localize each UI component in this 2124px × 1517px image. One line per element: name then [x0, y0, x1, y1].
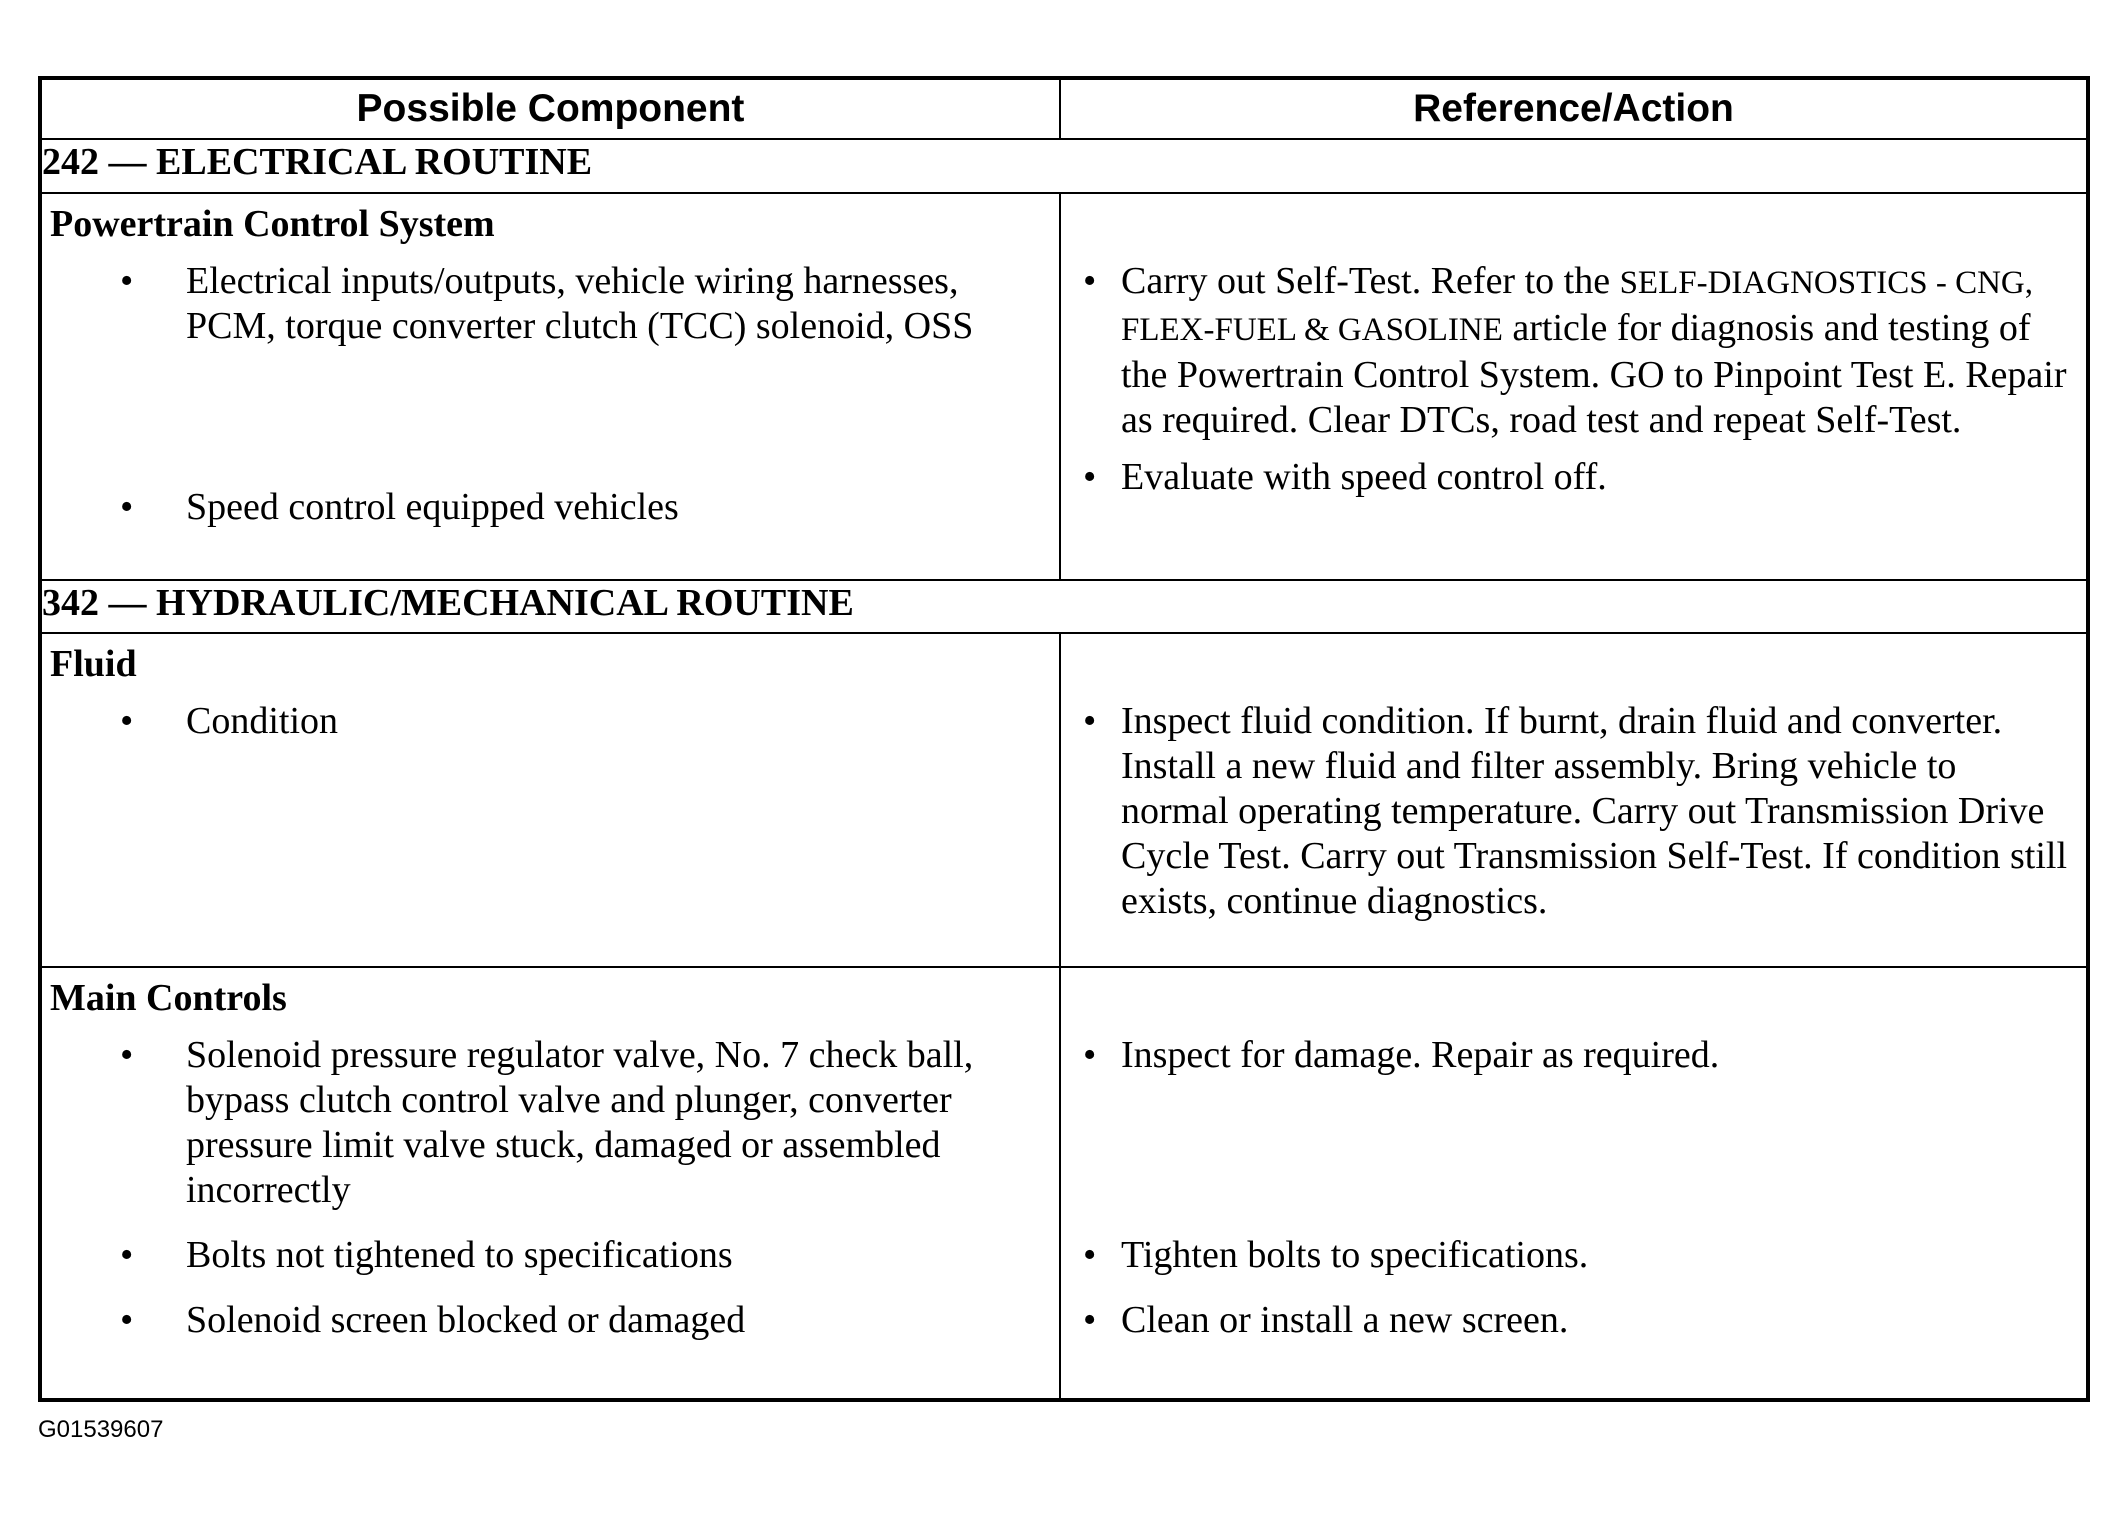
- action-cell: [1060, 967, 2088, 1400]
- section-title: 342 — HYDRAULIC/MECHANICAL ROUTINE: [40, 580, 2088, 634]
- header-reference-action: Reference/Action: [1060, 78, 2088, 139]
- action-text: article for diagnosis and testing of the Powertrain Control System. GO to Pinpoint Test E. Repair as required. Clear DTCs, road test and repeat Self-Test.: [1120, 306, 2067, 441]
- list-item: [42, 1233, 1059, 1278]
- action-text: Clean or install a new screen.: [1120, 1299, 1569, 1342]
- component-text: Speed control equipped vehicles: [186, 485, 679, 528]
- bullet-icon: •: [1082, 455, 1097, 498]
- diagnostic-table: [38, 76, 2090, 1402]
- action-text: Evaluate with speed control off.: [1120, 455, 1607, 498]
- list-item: [1061, 259, 2086, 443]
- bullet-icon: •: [120, 700, 134, 743]
- list-item: [1061, 699, 2086, 924]
- bullet-icon: •: [1082, 1234, 1097, 1277]
- bullet-icon: •: [1082, 1034, 1097, 1077]
- list-item: [1061, 1298, 2086, 1343]
- group-row-main-controls: [40, 967, 2088, 1400]
- action-cell: [1060, 633, 2088, 967]
- component-text: Bolts not tightened to specifications: [186, 1234, 733, 1277]
- list-item: [1061, 1233, 2086, 1278]
- bullet-icon: •: [120, 485, 134, 528]
- group-title: Main Controls: [50, 977, 287, 1020]
- action-text: Carry out Self-Test. Refer to the: [1120, 259, 1620, 302]
- bullet-icon: •: [1082, 1299, 1097, 1342]
- bullet-icon: •: [120, 1299, 134, 1342]
- action-cell: [1060, 193, 2088, 580]
- group-title: Fluid: [50, 643, 137, 686]
- list-item: [1061, 455, 2086, 500]
- section-row-hydraulic: [40, 580, 2088, 634]
- section-row-electrical: [40, 139, 2088, 193]
- list-item: [42, 485, 1059, 530]
- action-text: Inspect for damage. Repair as required.: [1120, 1034, 1720, 1077]
- component-text: Condition: [186, 700, 339, 743]
- group-row-fluid: [40, 633, 2088, 967]
- bullet-icon: •: [1082, 259, 1097, 302]
- list-item: [42, 699, 1059, 744]
- action-text: Inspect fluid condition. If burnt, drain fluid and converter. Install a new fluid and filter assembly. Bring vehicle to normal operating temperature. Carry out Transmission Drive Cycle Test. Carry out Transmission Self-Test. If condition still exists, continue diagnostics.: [1120, 700, 2068, 923]
- list-item: [42, 1033, 1059, 1213]
- component-text: Electrical inputs/outputs, vehicle wiring harnesses, PCM, torque converter clutch (TCC) solenoid, OSS: [186, 259, 974, 347]
- list-item: [1061, 1033, 2086, 1078]
- component-cell: [40, 633, 1060, 967]
- component-cell: [40, 193, 1060, 580]
- group-row-powertrain: [40, 193, 2088, 580]
- bullet-icon: •: [1082, 700, 1097, 743]
- list-item: [42, 259, 1059, 349]
- component-text: Solenoid screen blocked or damaged: [186, 1299, 746, 1342]
- section-title: 242 — ELECTRICAL ROUTINE: [40, 139, 2088, 193]
- group-title: Powertrain Control System: [50, 202, 495, 245]
- table-header-row: [40, 78, 2088, 139]
- article-reference: SELF-DIAGNOSTICS - CNG, FLEX-FUEL & GASOLINE: [1120, 264, 2034, 348]
- list-item: [42, 1298, 1059, 1343]
- bullet-icon: •: [120, 259, 134, 302]
- action-text: Tighten bolts to specifications.: [1120, 1234, 1589, 1277]
- bullet-icon: •: [120, 1234, 134, 1277]
- header-possible-component: Possible Component: [40, 78, 1060, 139]
- bullet-icon: •: [120, 1034, 134, 1077]
- component-text: Solenoid pressure regulator valve, No. 7 check ball, bypass clutch control valve and plunger, converter pressure limit valve stuck, damaged or assembled incorrectly: [186, 1034, 974, 1212]
- figure-id: G01539607: [38, 1416, 164, 1443]
- component-cell: [40, 967, 1060, 1400]
